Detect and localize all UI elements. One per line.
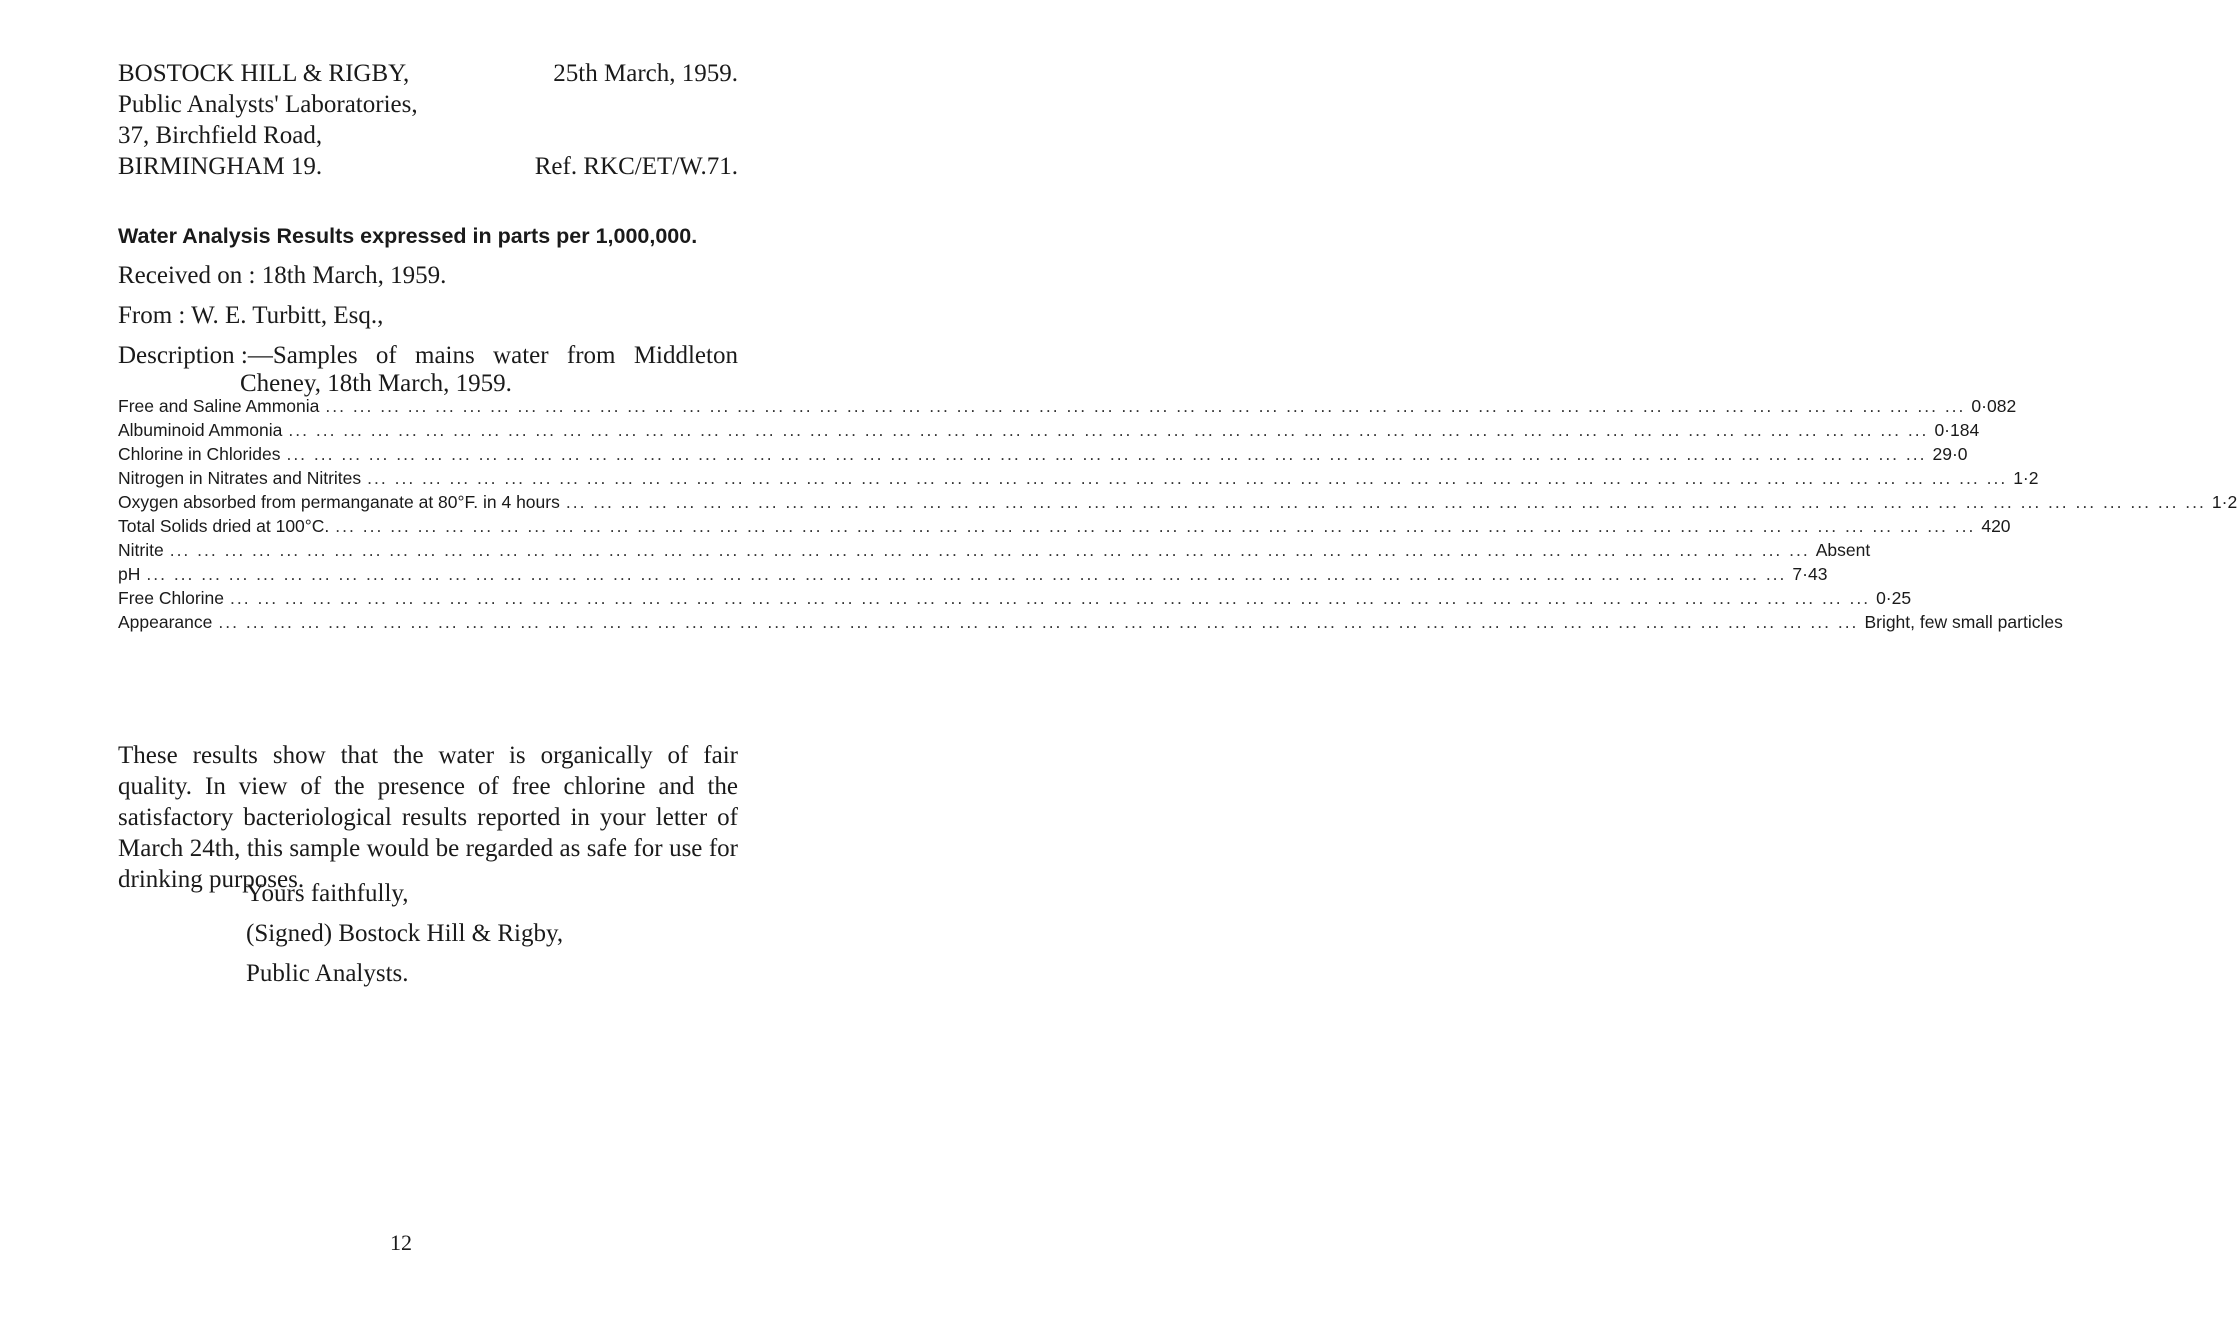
result-row [118,466,2039,490]
results-table [118,394,2237,634]
leader-dots: ... ... ... ... ... ... ... ... ... ... ... ... ... ... ... ... ... ... ... ... ... ... ... ... ... ... ... ... ... ... ... ... ... ... ... ... ... ... ... ... ... ... ... ... ... ... ... ... ... ... ... ... ... ... ... ... ... ... ... ... [286,444,1927,464]
analysis-title: Water Analysis Results expressed in parts per 1,000,000. [118,224,698,248]
description-word: water [493,342,549,369]
result-value: Bright, few small particles [1864,612,2063,632]
result-label: Chlorine in Chlorides [118,444,281,464]
result-label: Free and Saline Ammonia [118,396,320,416]
result-value: Absent [1815,540,1871,560]
received-line: Received on : 18th March, 1959. [118,262,447,289]
leader-dots: ... ... ... ... ... ... ... ... ... ... ... ... ... ... ... ... ... ... ... ... ... ... ... ... ... ... ... ... ... ... ... ... ... ... ... ... ... ... ... ... ... ... ... ... ... ... ... ... ... ... ... ... ... ... ... ... ... ... ... ... [367,468,2008,488]
description-label: Description :—Samples [118,342,358,369]
result-label: Oxygen absorbed from permanganate at 80°F. in 4 hours [118,492,560,512]
result-label: Nitrite [118,540,164,560]
description-line [118,342,738,370]
result-row [118,490,2237,514]
result-value: 420 [1981,516,2011,536]
result-row [118,394,2017,418]
leader-dots: ... ... ... ... ... ... ... ... ... ... ... ... ... ... ... ... ... ... ... ... ... ... ... ... ... ... ... ... ... ... ... ... ... ... ... ... ... ... ... ... ... ... ... ... ... ... ... ... ... ... ... ... ... ... ... ... ... ... ... ... [565,492,2206,512]
description-word: mains [415,342,475,369]
result-label: Albuminoid Ammonia [118,420,283,440]
leader-dots: ... ... ... ... ... ... ... ... ... ... ... ... ... ... ... ... ... ... ... ... ... ... ... ... ... ... ... ... ... ... ... ... ... ... ... ... ... ... ... ... ... ... ... ... ... ... ... ... ... ... ... ... ... ... ... ... ... ... ... ... [230,588,1871,608]
result-value: 0·25 [1876,588,1912,608]
description-continuation: Cheney, 18th March, 1959. [240,370,512,397]
leader-dots: ... ... ... ... ... ... ... ... ... ... ... ... ... ... ... ... ... ... ... ... ... ... ... ... ... ... ... ... ... ... ... ... ... ... ... ... ... ... ... ... ... ... ... ... ... ... ... ... ... ... ... ... ... ... ... ... ... ... ... ... [288,420,1929,440]
valediction: Yours faithfully, [246,880,409,907]
department-name: Public Analysts' Laboratories, [118,91,418,118]
leader-dots: ... ... ... ... ... ... ... ... ... ... ... ... ... ... ... ... ... ... ... ... ... ... ... ... ... ... ... ... ... ... ... ... ... ... ... ... ... ... ... ... ... ... ... ... ... ... ... ... ... ... ... ... ... ... ... ... ... ... ... ... [169,540,1810,560]
result-value: 7·43 [1792,564,1828,584]
leader-dots: ... ... ... ... ... ... ... ... ... ... ... ... ... ... ... ... ... ... ... ... ... ... ... ... ... ... ... ... ... ... ... ... ... ... ... ... ... ... ... ... ... ... ... ... ... ... ... ... ... ... ... ... ... ... ... ... ... ... ... ... [146,564,1787,584]
leader-dots: ... ... ... ... ... ... ... ... ... ... ... ... ... ... ... ... ... ... ... ... ... ... ... ... ... ... ... ... ... ... ... ... ... ... ... ... ... ... ... ... ... ... ... ... ... ... ... ... ... ... ... ... ... ... ... ... ... ... ... ... [335,516,1976,536]
street-address: 37, Birchfield Road, [118,122,323,149]
result-label: pH [118,564,141,584]
result-value: 1·2 [2211,492,2237,512]
letterhead [118,58,738,182]
result-row [118,442,1968,466]
result-value: 29·0 [1932,444,1968,464]
letter-date: 25th March, 1959. [553,60,738,87]
description-word: of [375,342,397,369]
from-line: From : W. E. Turbitt, Esq., [118,302,384,329]
leader-dots: ... ... ... ... ... ... ... ... ... ... ... ... ... ... ... ... ... ... ... ... ... ... ... ... ... ... ... ... ... ... ... ... ... ... ... ... ... ... ... ... ... ... ... ... ... ... ... ... ... ... ... ... ... ... ... ... ... ... ... ... [325,396,1966,416]
firm-name: BOSTOCK HILL & RIGBY, [118,60,410,87]
reference-number: Ref. RKC/ET/W.71. [534,153,738,180]
signatory-role: Public Analysts. [246,960,409,987]
result-row [118,562,1828,586]
page-number: 12 [390,1230,412,1255]
description-word: from [566,342,616,369]
result-row [118,538,1871,562]
result-value: 1·2 [2013,468,2039,488]
result-row [118,418,1980,442]
result-row [118,514,2011,538]
signature-line: (Signed) Bostock Hill & Rigby, [246,920,564,947]
result-value: 0·082 [1971,396,2017,416]
result-label: Appearance [118,612,213,632]
result-value: 0·184 [1934,420,1980,440]
leader-dots: ... ... ... ... ... ... ... ... ... ... ... ... ... ... ... ... ... ... ... ... ... ... ... ... ... ... ... ... ... ... ... ... ... ... ... ... ... ... ... ... ... ... ... ... ... ... ... ... ... ... ... ... ... ... ... ... ... ... ... ... [218,612,1859,632]
description-word: Middleton [633,342,738,369]
result-label: Nitrogen in Nitrates and Nitrites [118,468,362,488]
result-row [118,586,1912,610]
city-address: BIRMINGHAM 19. [118,153,323,180]
result-label: Total Solids dried at 100°C. [118,516,330,536]
result-row [118,610,2063,634]
result-label: Free Chlorine [118,588,225,608]
conclusion-paragraph: These results show that the water is organically of fair quality. In view of the presence of free chlorine and the satisfactory bacteriological results reported in your letter of March 24th, this sample would be regarded as safe for use for drinking purposes. [118,742,738,893]
